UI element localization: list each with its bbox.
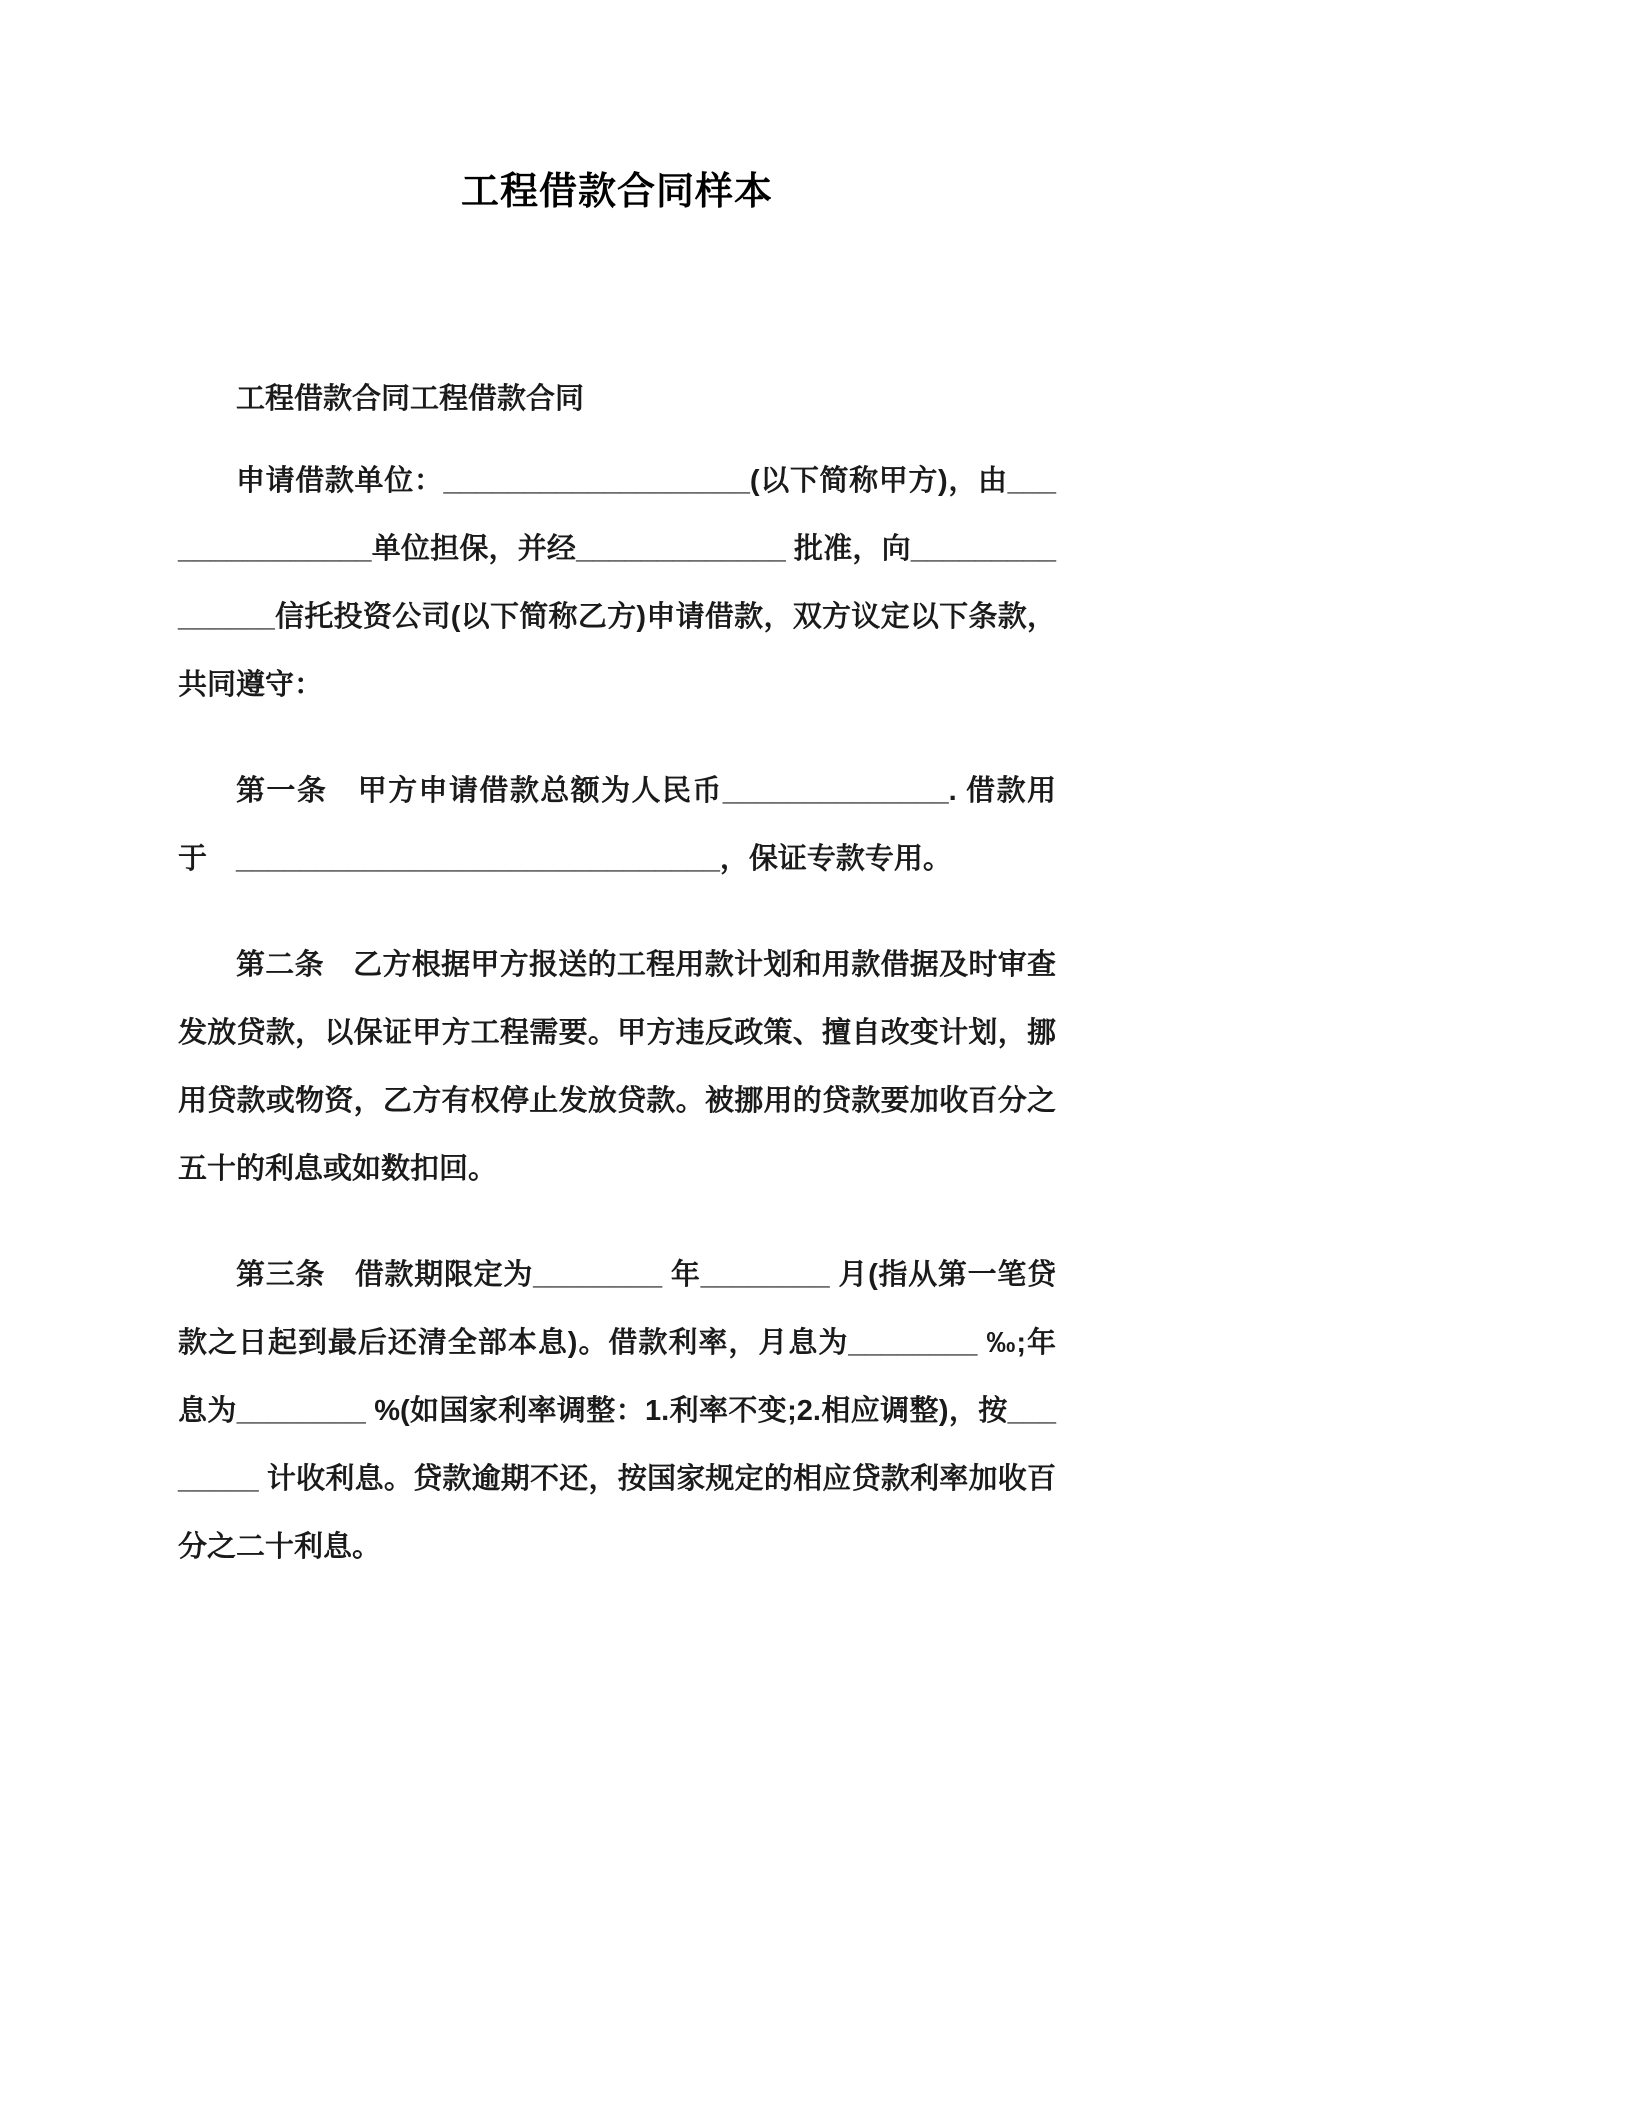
document-title: 工程借款合同样本 (460, 171, 773, 213)
document-content (178, 160, 1056, 1619)
paragraph-applicant-clause: 申请借款单位：___________________(以下简称甲方)，由_______________单位担保，并经_____________ 批准，向_______________信托投资公司(以下简称乙方)申请借款，双方议定以下条款，共同遵守： (178, 465, 1056, 701)
paragraph-article-2: 第二条 乙方根据甲方报送的工程用款计划和用款借据及时审查发放贷款，以保证甲方工程需要。甲方违反政策、擅自改变计划，挪用贷款或物资，乙方有权停止发放贷款。被挪用的贷款要加收百分之五十的利息或如数扣回。 (178, 949, 1056, 1185)
paragraph-contract-heading: 工程借款合同工程借款合同 (236, 383, 585, 415)
paragraph-article-3: 第三条 借款期限定为________ 年________ 月(指从第一笔贷款之日起到最后还清全部本息)。借款利率，月息为________ ‰;年息为________ %(如国家利率调整：1.利率不变;2.相应调整)，按________ 计收利息。贷款逾期不还，按国家规定的相应贷款利率加收百分之二十利息。 (178, 1259, 1056, 1563)
document-body (178, 365, 1056, 1581)
paragraph-article-1: 第一条 甲方申请借款总额为人民币______________. 借款用于 ______________________________，保证专款专用。 (178, 775, 1056, 875)
